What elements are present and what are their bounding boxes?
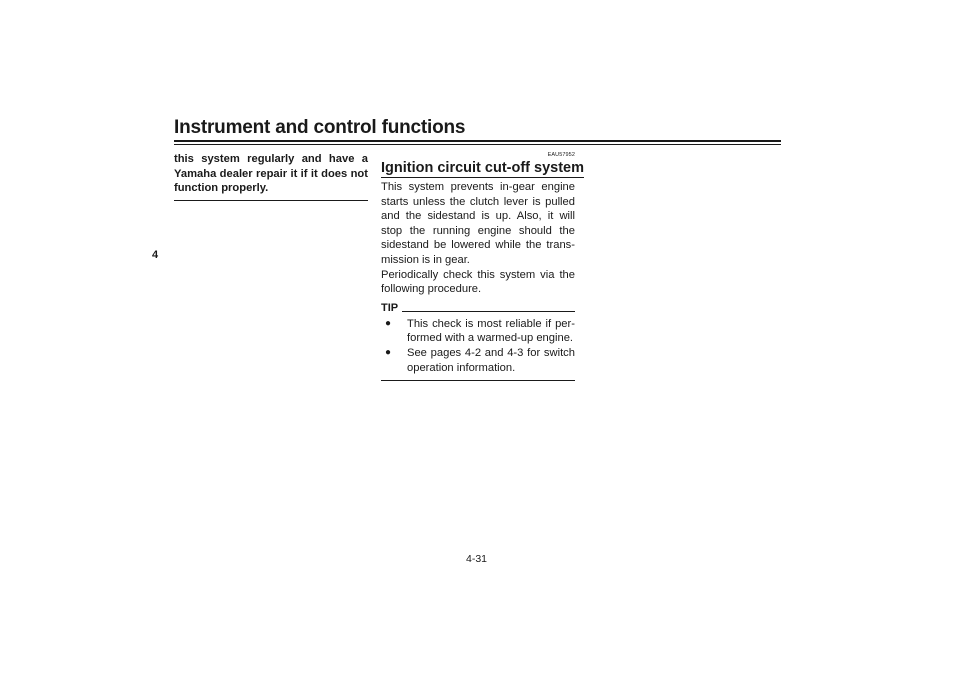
tip-header-rule [402, 311, 575, 312]
tip-item-text: This check is most reliable if per-formed with a warmed-up engine. [407, 317, 575, 345]
page-number: 4-31 [466, 553, 488, 565]
body-paragraph-2: Periodically check this system via the following procedure. [381, 268, 575, 296]
warning-continuation-text: this system regularly and have a Yamaha dealer repair it if it does not function properly. [174, 153, 368, 194]
section-code: EAU57952 [547, 152, 575, 158]
tip-label: TIP [381, 301, 399, 314]
section-title: Ignition circuit cut-off system [381, 160, 585, 176]
tip-list [381, 317, 575, 375]
bullet-icon: ● [385, 317, 392, 329]
right-column [381, 152, 585, 381]
chapter-tab: 4 [152, 249, 159, 261]
header-rule [174, 140, 781, 145]
tip-end-rule [381, 380, 575, 381]
bullet-icon: ● [385, 346, 392, 358]
body-paragraph-1: This system prevents in-gear engine starts unless the clutch lever is pulled and the sidestand is up. Also, it will stop the running engine should the sidestand be lowered while the trans-mission is in gear. [381, 181, 575, 266]
tip-header [381, 302, 575, 315]
tip-list-item [381, 317, 575, 346]
warning-end-rule [174, 200, 368, 201]
tip-list-item [381, 346, 575, 375]
left-column [174, 152, 368, 201]
page-header-title: Instrument and control functions [174, 117, 466, 138]
tip-item-text: See pages 4-2 and 4-3 for switch operation information. [407, 346, 575, 374]
